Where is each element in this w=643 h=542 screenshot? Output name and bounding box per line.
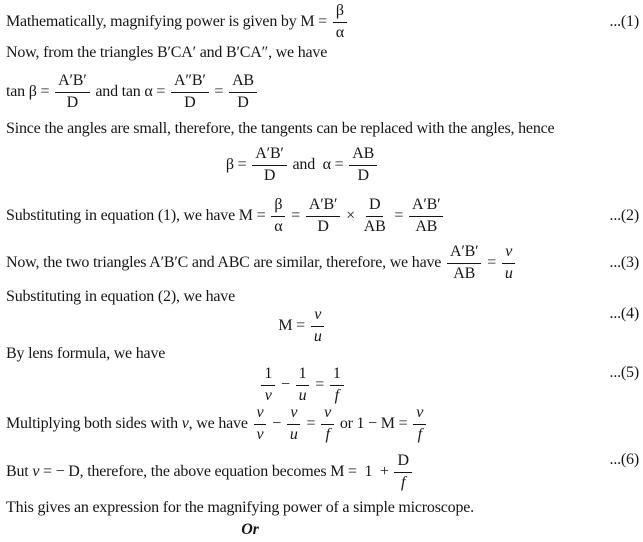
line-content xyxy=(226,145,379,185)
fraction-numerator: A′B′ xyxy=(252,145,286,165)
text-run: = xyxy=(302,415,320,432)
line-content xyxy=(6,72,259,112)
fraction-denominator: u xyxy=(289,425,298,443)
line-or-separator xyxy=(6,519,639,541)
text-run: = xyxy=(311,376,328,393)
line-but-v-equals xyxy=(6,450,639,494)
line-similar-triangles xyxy=(6,241,639,285)
text-run: By lens formula, we have xyxy=(6,345,166,362)
text-run: Multiplying both sides with xyxy=(6,415,182,432)
equation-number: ...(2) xyxy=(609,207,639,224)
text-run: , we have xyxy=(188,415,252,432)
text-run: = xyxy=(287,207,304,224)
line-content xyxy=(6,44,327,62)
fraction-numerator: β xyxy=(333,2,347,22)
equation-number: ...(3) xyxy=(609,254,639,271)
fraction xyxy=(55,72,89,112)
line-magnifying-power-def xyxy=(6,0,639,44)
line-content xyxy=(6,2,349,42)
fraction-numerator: v xyxy=(321,404,334,424)
fraction-denominator: D xyxy=(184,93,196,111)
line-content xyxy=(6,499,474,517)
fraction-numerator: 1 xyxy=(296,365,310,385)
fraction-denominator: u xyxy=(313,327,322,345)
line-content xyxy=(6,196,445,236)
fraction-denominator: f xyxy=(417,425,422,443)
fraction-denominator: AB xyxy=(453,264,476,282)
line-lens-formula xyxy=(6,363,639,407)
fraction-numerator: D xyxy=(366,196,383,216)
line-content xyxy=(259,365,345,405)
fraction xyxy=(296,365,310,405)
fraction-numerator: v xyxy=(254,404,267,424)
fraction-denominator: D xyxy=(357,166,369,184)
fraction xyxy=(306,196,340,236)
fraction-numerator: D xyxy=(394,452,411,472)
fraction-denominator: v xyxy=(256,425,264,443)
text-run: = − D, therefore, the above equation becomes M = 1 + xyxy=(39,463,393,480)
line-triangles-intro xyxy=(6,43,639,63)
text-run: × xyxy=(342,207,359,224)
line-substitute-eq1 xyxy=(6,194,639,238)
line-content xyxy=(6,243,518,283)
fraction xyxy=(394,452,411,492)
fraction xyxy=(447,243,481,283)
fraction-denominator: D xyxy=(237,93,249,111)
text-run: But xyxy=(6,463,33,480)
fraction-denominator: u xyxy=(504,264,513,282)
line-small-angles xyxy=(6,119,639,139)
fraction xyxy=(330,365,344,405)
fraction xyxy=(229,72,257,112)
text-run: Now, the two triangles A′B′C and ABC are similar, therefore, we have xyxy=(6,254,445,271)
fraction-denominator: f xyxy=(325,425,330,443)
fraction-numerator: 1 xyxy=(330,365,344,385)
fraction-numerator: AB xyxy=(349,145,377,165)
fraction xyxy=(333,2,347,42)
equation-number: ...(6) xyxy=(609,451,639,468)
equation-number: ...(5) xyxy=(609,364,639,381)
text-run: − xyxy=(268,415,285,432)
fraction xyxy=(261,365,275,405)
fraction-numerator: A′B′ xyxy=(447,243,481,263)
fraction xyxy=(271,196,285,236)
fraction xyxy=(502,243,516,283)
line-content xyxy=(6,452,414,492)
fraction-numerator: A″B′ xyxy=(171,72,209,92)
italic-run: v xyxy=(32,463,40,480)
fraction-denominator: u xyxy=(298,386,307,404)
fraction-numerator: A′B′ xyxy=(55,72,89,92)
fraction-numerator: v xyxy=(311,306,324,326)
fraction xyxy=(361,196,389,236)
fraction-denominator: f xyxy=(334,386,339,404)
fraction-numerator: β xyxy=(271,196,285,216)
or-separator-label: Or xyxy=(241,521,259,538)
text-run: M = xyxy=(278,317,309,334)
text-run: Since the angles are small, therefore, the tangents can be replaced with the angles, hence xyxy=(6,120,555,137)
text-run: = xyxy=(483,254,500,271)
fraction xyxy=(252,145,286,185)
fraction-denominator: AB xyxy=(363,217,386,235)
fraction-numerator: A′B′ xyxy=(306,196,340,216)
italic-run: v xyxy=(181,415,189,432)
fraction xyxy=(413,404,426,444)
fraction-numerator: A′B′ xyxy=(409,196,443,216)
fraction xyxy=(311,306,325,346)
line-content xyxy=(6,345,165,363)
line-content xyxy=(241,521,258,539)
text-run: and α = xyxy=(288,156,348,173)
equation-number: ...(4) xyxy=(609,305,639,322)
fraction-denominator: D xyxy=(66,93,79,111)
fraction-denominator: AB xyxy=(415,217,438,235)
text-run: Now, from the triangles B′CA′ and B′CA″, we have xyxy=(6,44,328,61)
line-content xyxy=(6,404,428,444)
fraction-numerator: v xyxy=(287,404,300,424)
line-beta-alpha xyxy=(6,143,639,187)
text-run: − xyxy=(277,376,294,393)
fraction-denominator: α xyxy=(274,217,283,235)
text-run: and tan α = xyxy=(91,83,170,100)
text-run: = xyxy=(210,83,228,100)
fraction xyxy=(409,196,443,236)
line-lens-formula-intro xyxy=(6,344,639,364)
line-content xyxy=(278,306,326,346)
text-run: This gives an expression for the magnifying power of a simple microscope. xyxy=(6,499,474,516)
text-run: or 1 − M = xyxy=(336,415,412,432)
line-tan-definitions xyxy=(6,70,639,114)
equation-number: ...(1) xyxy=(609,13,639,30)
text-run: = xyxy=(390,207,408,224)
fraction-denominator: D xyxy=(263,166,276,184)
text-run: β = xyxy=(225,156,251,173)
fraction xyxy=(287,404,301,444)
fraction-numerator: 1 xyxy=(261,365,275,385)
fraction-numerator: v xyxy=(502,243,515,263)
text-run: Substituting in equation (2), we have xyxy=(6,288,236,305)
fraction-denominator: D xyxy=(317,217,329,235)
line-conclusion xyxy=(6,498,639,518)
text-run: Substituting in equation (1), we have M = xyxy=(6,207,270,224)
fraction xyxy=(321,404,334,444)
fraction-denominator: v xyxy=(264,386,272,404)
fraction-denominator: α xyxy=(335,23,344,41)
fraction xyxy=(349,145,377,185)
text-run: Mathematically, magnifying power is given by M = xyxy=(6,13,331,30)
fraction xyxy=(171,72,209,112)
fraction-numerator: v xyxy=(413,404,426,424)
line-multiply-by-v xyxy=(6,402,639,446)
line-m-equals-vu xyxy=(6,304,639,348)
fraction-denominator: f xyxy=(401,473,406,491)
fraction xyxy=(254,404,267,444)
text-run: tan β = xyxy=(6,83,54,100)
fraction-numerator: AB xyxy=(229,72,257,92)
line-content xyxy=(6,120,554,138)
